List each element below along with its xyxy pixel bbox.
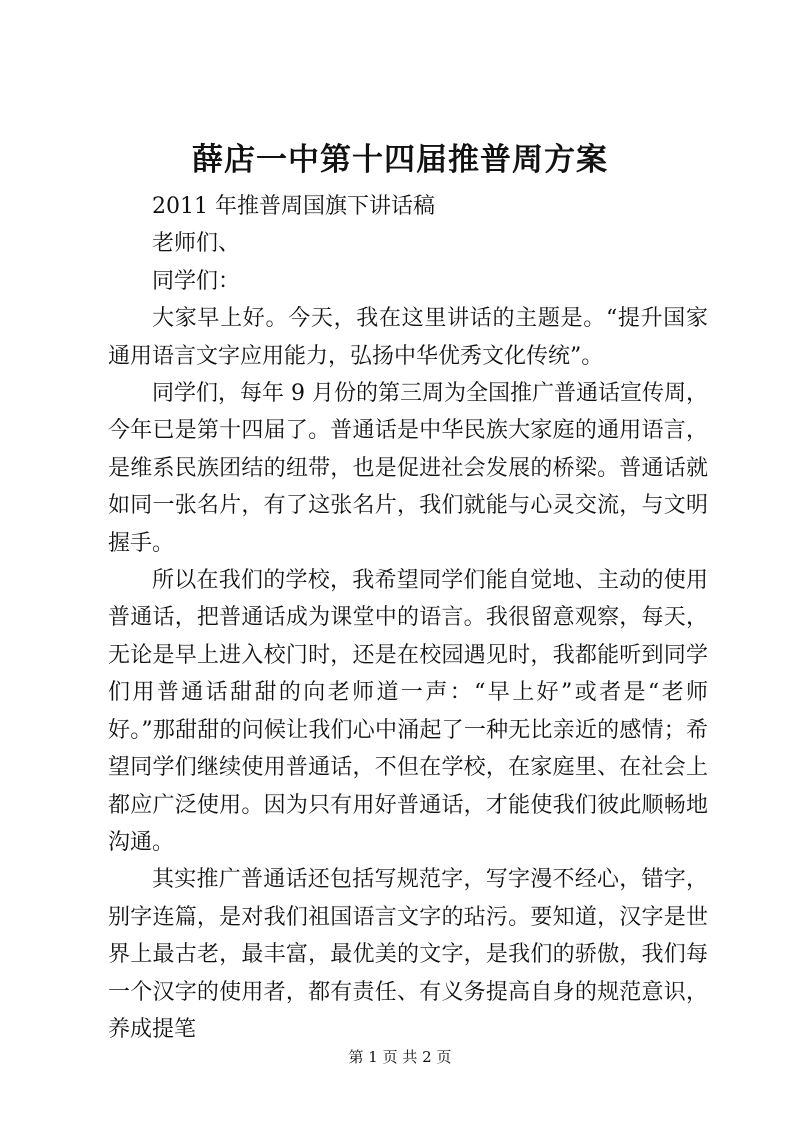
- paragraph-school-usage: 所以在我们的学校，我希望同学们能自觉地、主动的使用普通话，把普通话成为课堂中的语言。我很留意观察，每天，无论是早上进入校门时，还是在校园遇见时，我都能听到同学们用普通话甜甜的向老师道一声：“早上好”或者是“老师好。”那甜甜的问候让我们心中涌起了一种无比亲近的感情；希望同学们继续使用普通话，不但在学校，在家庭里、在社会上都应广泛使用。因为只有用好普通话，才能使我们彼此顺畅地沟通。: [108, 568, 708, 855]
- paragraph-greeting: 大家早上好。今天，我在这里讲话的主题是。“提升国家通用语言文字应用能力，弘扬中华优秀文化传统”。: [108, 306, 708, 369]
- paragraph-salutation-students: 同学们：: [152, 268, 241, 294]
- paragraph-standard-characters: 其实推广普通话还包括写规范字，写字漫不经心，错字，别字连篇，是对我们祖国语言文字的玷污。要知道，汉字是世界上最古老，最丰富，最优美的文字，是我们的骄傲，我们每一个汉字的使用者，都有责任、有义务提高自身的规范意识，养成提笔: [108, 867, 708, 1042]
- paragraph-promotion-week: 同学们，每年 9 月份的第三周为全国推广普通话宣传周，今年已是第十四届了。普通话是中华民族大家庭的通用语言，是维系民族团结的纽带，也是促进社会发展的桥梁。普通话就如同一张名片，有了这张名片，我们就能与心灵交流，与文明握手。: [108, 381, 708, 556]
- paragraph-subtitle: 2011 年推普周国旗下讲话稿: [152, 194, 435, 219]
- document-title: 薛店一中第十四届推普周方案: [192, 142, 608, 178]
- paragraph-salutation-teachers: 老师们、: [152, 231, 241, 257]
- page-footer: 第 1 页 共 2 页: [348, 1048, 452, 1066]
- document-body: [108, 188, 708, 1048]
